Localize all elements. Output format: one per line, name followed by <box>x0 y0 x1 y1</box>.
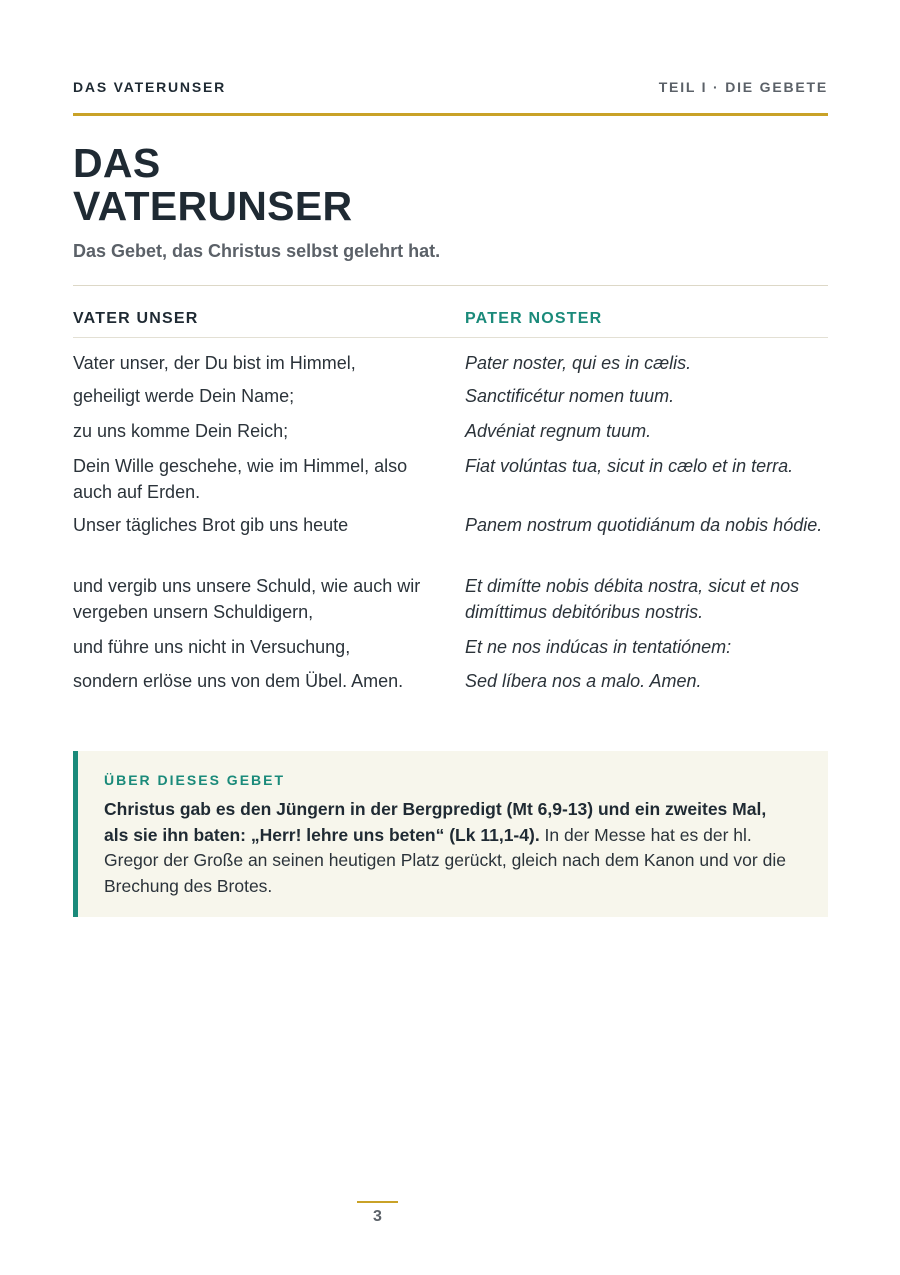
callout-label: ÜBER DIESES GEBET <box>104 772 286 788</box>
page-subtitle: Das Gebet, das Christus selbst gelehrt hat. <box>73 241 441 261</box>
latin-verse-5: Panem nostrum quotidiánum da nobis hódie. <box>465 515 823 535</box>
latin-verse-1: Pater noster, qui es in cælis. <box>465 353 692 373</box>
german-verse-7: und führe uns nicht in Versuchung, <box>73 637 351 657</box>
page-title-line-2: VATERUNSER <box>73 183 353 229</box>
subtitle-divider <box>73 285 828 286</box>
running-head <box>73 79 828 95</box>
header-divider <box>73 113 828 116</box>
callout-text <box>104 797 794 899</box>
page-title <box>73 142 352 228</box>
footer-divider <box>357 1201 398 1203</box>
latin-verse-4: Fiat volúntas tua, sicut in cælo et in terra. <box>465 456 794 476</box>
about-prayer-callout <box>73 751 828 917</box>
callout-bold-text: Christus gab es den Jüngern in der Bergpredigt (Mt 6,9-13) und ein zweites Mal, als sie ihn baten: „Herr! lehre uns beten“ (Lk 11,1-4). <box>104 799 767 845</box>
german-verse-5: Unser tägliches Brot gib uns heute <box>73 515 349 535</box>
latin-verse-7: Et ne nos indúcas in tentatiónem: <box>465 637 732 657</box>
latin-verse-8: Sed líbera nos a malo. Amen. <box>465 671 702 691</box>
german-verse-4: Dein Wille geschehe, wie im Himmel, also auch auf Erden. <box>73 456 408 502</box>
german-column-heading: VATER UNSER <box>73 310 199 327</box>
running-head-left: DAS VATERUNSER <box>73 79 227 95</box>
page-number: 3 <box>373 1208 382 1225</box>
running-head-right: TEIL I · DIE GEBETE <box>658 79 828 95</box>
german-verse-6: und vergib uns unsere Schuld, wie auch wir vergeben unsern Schuldigern, <box>73 576 421 622</box>
german-verse-8: sondern erlöse uns von dem Übel. Amen. <box>73 671 404 691</box>
german-verse-3: zu uns komme Dein Reich; <box>73 421 289 441</box>
german-verse-2: geheiligt werde Dein Name; <box>73 386 295 406</box>
latin-verse-2: Sanctificétur nomen tuum. <box>465 386 675 406</box>
latin-verse-3: Advéniat regnum tuum. <box>465 421 652 441</box>
latin-column-heading: PATER NOSTER <box>465 310 603 327</box>
page-title-line-1: DAS <box>73 140 161 186</box>
callout-body-text: In der Messe hat es der hl. Gregor der Große an seinen heutigen Platz gerückt, gleich nach dem Kanon und vor die Brechung des Brotes. <box>104 824 786 896</box>
latin-verse-6: Et dimítte nobis débita nostra, sicut et nos dimíttimus debitóribus nostris. <box>465 576 800 622</box>
german-verse-1: Vater unser, der Du bist im Himmel, <box>73 353 356 373</box>
column-heading-divider <box>73 337 828 338</box>
